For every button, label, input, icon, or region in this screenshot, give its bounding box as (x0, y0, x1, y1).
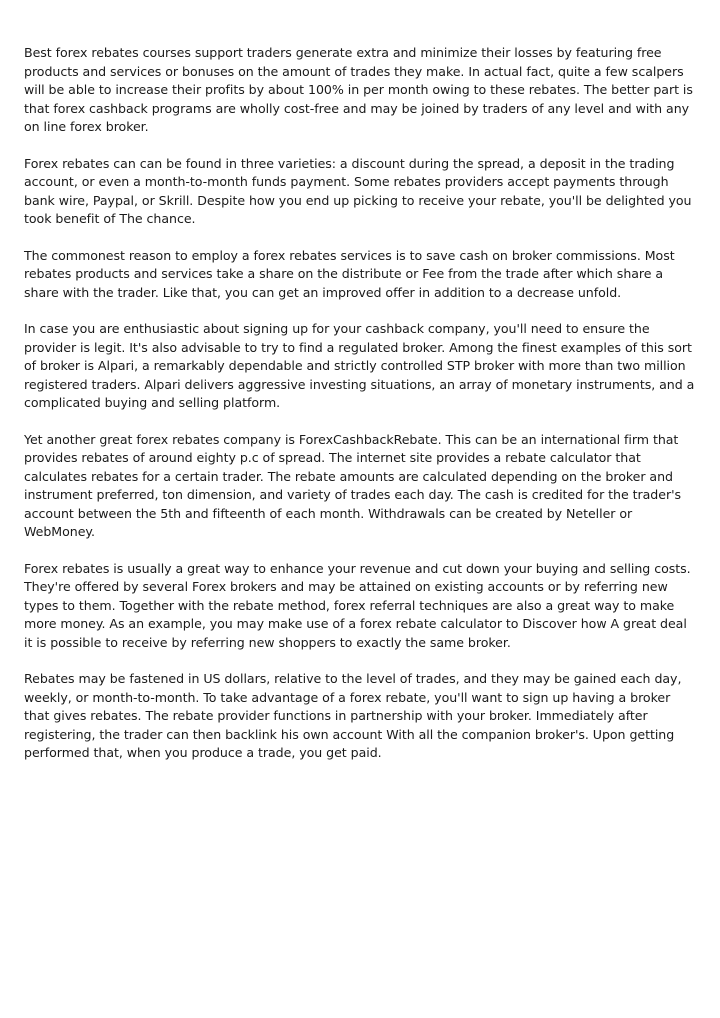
paragraph-7: Rebates may be fastened in US dollars, relative to the level of trades, and they may be gained each day, weekly, or month-to-month. To take advantage of a forex rebate, you'll want to sign up having a broker that gives rebates. The rebate provider functions in partnership with your broker. Immediately after registering, the trader can then backlink his own account With all the companion broker's. Upon getting performed that, when you produce a trade, you get paid. (24, 671, 682, 760)
paragraph-3: The commonest reason to employ a forex rebates services is to save cash on broker commissions. Most rebates products and services take a share on the distribute or Fee from the trade after which share a share with the trader. Like that, you can get an improved offer in addition to a decrease unfold. (24, 247, 675, 300)
paragraph-1: Best forex rebates courses support traders generate extra and minimize their losses by featuring free products and services or bonuses on the amount of trades they make. In actual fact, quite a few scalpers will be able to increase their profits by about 100% in per month owing to these rebates. The better part is that forex cashback programs are wholly cost-free and may be joined by traders of any level and with any on line forex broker. (24, 45, 693, 134)
paragraph-5: Yet another great forex rebates company is ForexCashbackRebate. This can be an international firm that provides rebates of around eighty p.c of spread. The internet site provides a rebate calculator that calculates rebates for a certain trader. The rebate amounts are calculated depending on the broker and instrument preferred, ton dimension, and variety of trades each day. The cash is credited for the trader's account between the 5th and fifteenth of each month. Withdrawals can be created by Neteller or WebMoney. (24, 431, 681, 539)
paragraph-6: Forex rebates is usually a great way to enhance your revenue and cut down your buying and selling costs. They're offered by several Forex brokers and may be attained on existing accounts or by referring new types to them. Together with the rebate method, forex referral techniques are also a great way to make more money. As an example, you may make use of a forex rebate calculator to Discover how A great deal it is possible to receive by referring new shoppers to exactly the same broker. (24, 560, 691, 650)
paragraph-2: Forex rebates can can be found in three varieties: a discount during the spread, a deposit in the trading account, or even a month-to-month funds payment. Some rebates providers accept payments through bank wire, Paypal, or Skrill. Despite how you end up picking to receive your rebate, you'll be delighted you took benefit of The chance. (24, 155, 692, 226)
paragraph-4: In case you are enthusiastic about signing up for your cashback company, you'll need to ensure the provider is legit. It's also advisable to try to find a regulated broker. Among the finest examples of this sort of broker is Alpari, a remarkably dependable and strictly controlled STP broker with more than two million registered traders. Alpari delivers aggressive investing situations, an array of monetary instruments, and a complicated buying and selling platform. (24, 321, 695, 410)
